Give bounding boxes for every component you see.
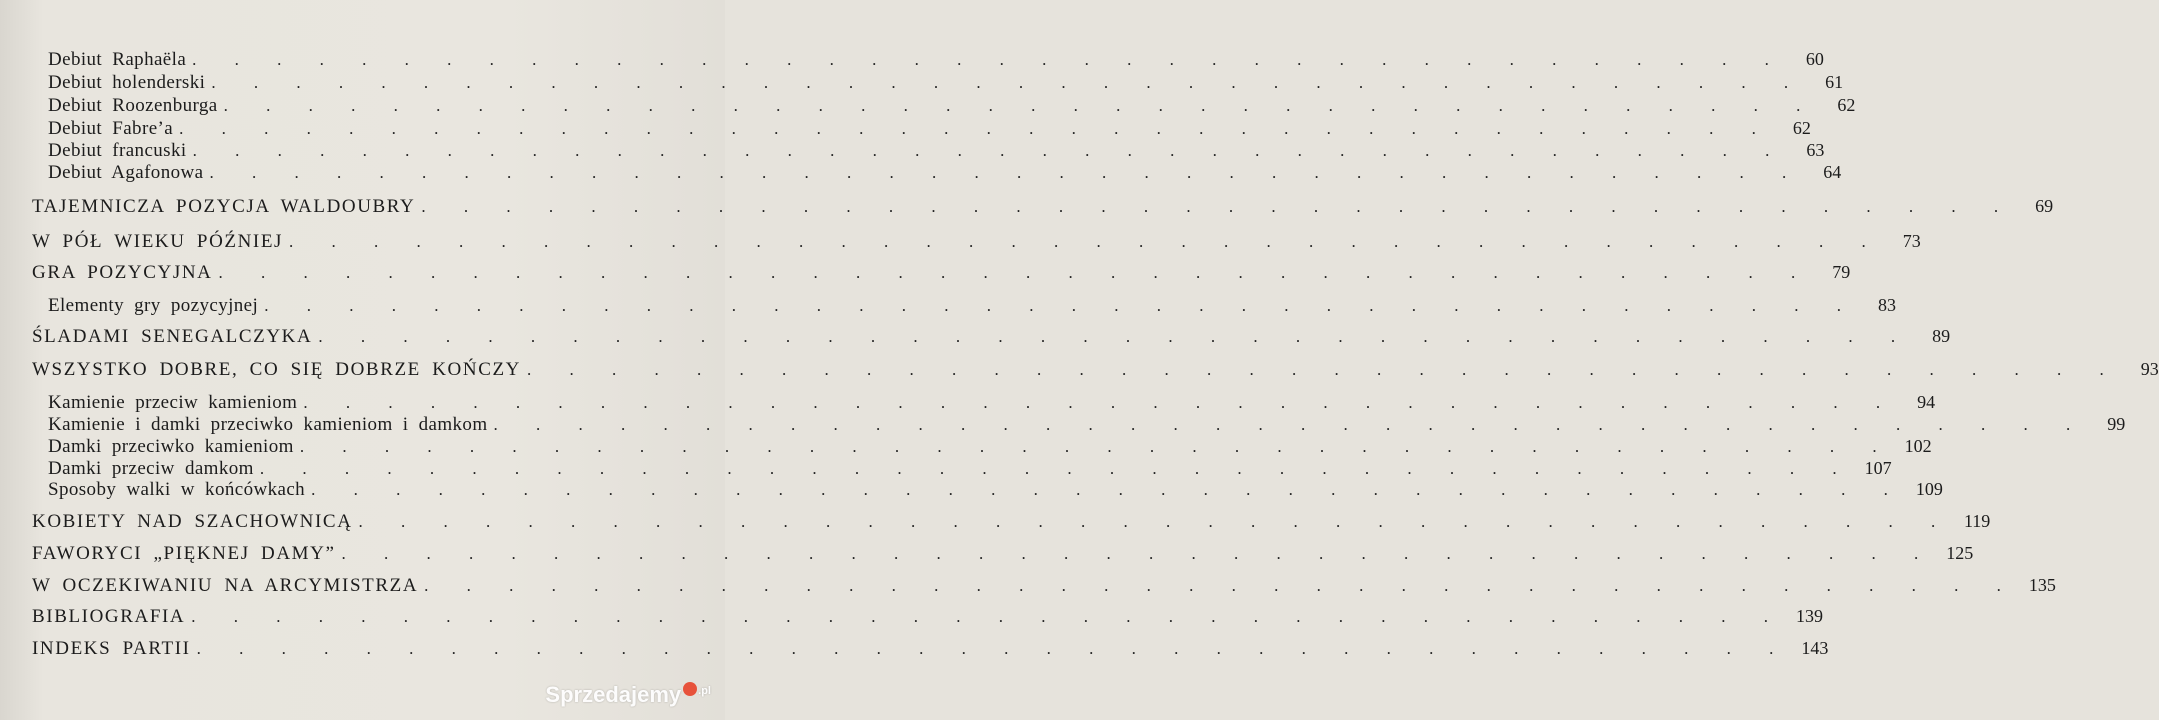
dot-leader: . . . . . . . . . . . . . . . . . . . . . . . . . . . . . . . . . . . . . . bbox=[209, 163, 1804, 182]
toc-chapter bbox=[32, 324, 1951, 348]
dot-leader: . . . . . . . . . . . . . . . . . . . . . . . . . . . . . . . . . . . . . . bbox=[211, 73, 1806, 92]
toc-chapter bbox=[32, 636, 1829, 660]
dot-leader: . . . . . . . . . . . . . . . . . . . . . . . . . . . . . . . . . . . . . . bbox=[218, 263, 1813, 282]
toc-entry-title: Debiut holenderski bbox=[48, 72, 206, 93]
dot-leader: . . . . . . . . . . . . . . . . . . . . . . . . . . . . . . . . . . . . . . bbox=[299, 437, 1894, 456]
toc-page-number: 135 bbox=[2028, 575, 2056, 595]
toc-chapter-title: W PÓŁ WIEKU PÓŹNIEJ bbox=[32, 231, 284, 252]
dot-leader: . . . . . . . . . . . . . . . . . . . . . . . . . . . . . . . . . . . . . . bbox=[179, 119, 1773, 138]
watermark-text: Sprzedajemy bbox=[545, 682, 682, 707]
dot-leader: . . . . . . . . . . . . . . . . . . . . . . . . . . . . . . . . . . . . . . bbox=[192, 50, 1786, 69]
toc-chapter bbox=[32, 194, 2054, 218]
watermark-dot-icon bbox=[683, 682, 697, 696]
toc-entry-title: Damki przeciw damkom bbox=[48, 458, 254, 479]
dot-leader: . . . . . . . . . . . . . . . . . . . . . . . . . . . . . . . . . . . . . . bbox=[196, 639, 1791, 658]
toc-page-number: 69 bbox=[2035, 196, 2054, 216]
toc-chapter bbox=[32, 509, 1991, 533]
toc-page-number: 99 bbox=[2107, 414, 2126, 434]
toc-chapter-title: WSZYSTKO DOBRE, CO SIĘ DOBRZE KOŃCZY bbox=[32, 359, 521, 380]
toc-page-number: 125 bbox=[1946, 543, 1974, 563]
toc-chapter-title: W OCZEKIWANIU NA ARCYMISTRZA bbox=[32, 575, 419, 596]
toc-chapter bbox=[32, 229, 1921, 253]
dot-leader: . . . . . . . . . . . . . . . . . . . . . . . . . . . . . . . . . . . . . . bbox=[358, 512, 1953, 531]
toc-chapter-title: GRA POZYCYJNA bbox=[32, 262, 213, 283]
toc-entry bbox=[48, 70, 1844, 94]
dot-leader: . . . . . . . . . . . . . . . . . . . . . . . . . . . . . . . . . . . . . . bbox=[341, 544, 1936, 563]
toc-page-number: 102 bbox=[1904, 436, 1932, 456]
toc-page-number: 143 bbox=[1801, 638, 1829, 658]
toc-chapter-title: ŚLADAMI SENEGALCZYKA bbox=[32, 326, 313, 347]
dot-leader: . . . . . . . . . . . . . . . . . . . . . . . . . . . . . . . . . . . . . . bbox=[527, 360, 2121, 379]
toc-page-number: 83 bbox=[1877, 295, 1896, 315]
toc-chapter bbox=[32, 573, 2056, 597]
toc-page-number: 63 bbox=[1806, 140, 1825, 160]
toc-entry bbox=[48, 116, 1811, 140]
dot-leader: . . . . . . . . . . . . . . . . . . . . . . . . . . . . . . . . . . . . . . bbox=[259, 459, 1854, 478]
toc-entry bbox=[48, 138, 1825, 162]
toc-entry-title: Kamienie przeciw kamieniom bbox=[48, 392, 298, 413]
dot-leader: . . . . . . . . . . . . . . . . . . . . . . . . . . . . . . . . . . . . . . bbox=[493, 415, 2088, 434]
sprzedajemy-watermark bbox=[545, 682, 711, 708]
dot-leader: . . . . . . . . . . . . . . . . . . . . . . . . . . . . . . . . . . . . . . bbox=[424, 576, 2018, 595]
toc-entry bbox=[48, 160, 1842, 184]
toc-entry-title: Debiut francuski bbox=[48, 140, 187, 161]
toc-page-number: 89 bbox=[1932, 326, 1951, 346]
toc-chapter-title: KOBIETY NAD SZACHOWNICĄ bbox=[32, 511, 353, 532]
toc-page-number: 60 bbox=[1805, 49, 1824, 69]
toc-page-number: 109 bbox=[1915, 479, 1943, 499]
dot-leader: . . . . . . . . . . . . . . . . . . . . . . . . . . . . . . . . . . . . . . bbox=[318, 327, 1913, 346]
toc-entry-title: Debiut Raphaëla bbox=[48, 49, 187, 70]
toc-entry-title: Debiut Roozenburga bbox=[48, 95, 218, 116]
dot-leader: . . . . . . . . . . . . . . . . . . . . . . . . . . . . . . . . . . . . . . bbox=[289, 232, 1883, 251]
toc-page-number: 107 bbox=[1864, 458, 1892, 478]
toc-entry-title: Damki przeciwko kamieniom bbox=[48, 436, 294, 457]
toc-entry-title: Debiut Fabre’a bbox=[48, 118, 174, 139]
toc-entry bbox=[48, 47, 1824, 71]
toc-chapter-title: INDEKS PARTII bbox=[32, 638, 191, 659]
toc-page-number: 62 bbox=[1792, 118, 1811, 138]
toc-page-number: 119 bbox=[1963, 511, 1991, 531]
dot-leader: . . . . . . . . . . . . . . . . . . . . . . . . . . . . . . . . . . . . . . bbox=[192, 141, 1787, 160]
toc-entry bbox=[48, 390, 1936, 414]
toc-chapter bbox=[32, 541, 1974, 565]
toc-entry-title: Debiut Agafonowa bbox=[48, 162, 204, 183]
dot-leader: . . . . . . . . . . . . . . . . . . . . . . . . . . . . . . . . . . . . . . bbox=[303, 393, 1898, 412]
toc-chapter bbox=[32, 357, 2159, 381]
toc-entry bbox=[48, 93, 1856, 117]
toc-page-number: 79 bbox=[1832, 262, 1851, 282]
watermark-tld: .pl bbox=[698, 685, 711, 697]
toc-page-number: 73 bbox=[1902, 231, 1921, 251]
toc-chapter bbox=[32, 604, 1824, 628]
toc-chapter-title: FAWORYCI „PIĘKNEJ DAMY” bbox=[32, 543, 336, 564]
dot-leader: . . . . . . . . . . . . . . . . . . . . . . . . . . . . . . . . . . . . . . bbox=[191, 607, 1786, 626]
toc-page-number: 139 bbox=[1796, 606, 1824, 626]
dot-leader: . . . . . . . . . . . . . . . . . . . . . . . . . . . . . . . . . . . . . . bbox=[311, 480, 1905, 499]
dot-leader: . . . . . . . . . . . . . . . . . . . . . . . . . . . . . . . . . . . . . . bbox=[264, 296, 1858, 315]
toc-entry-title: Sposoby walki w końcówkach bbox=[48, 479, 306, 500]
toc-page-number: 93 bbox=[2140, 359, 2159, 379]
dot-leader: . . . . . . . . . . . . . . . . . . . . . . . . . . . . . . . . . . . . . . bbox=[223, 96, 1818, 115]
toc-entry-title: Elementy gry pozycyjnej bbox=[48, 295, 259, 316]
toc-page-number: 64 bbox=[1823, 162, 1842, 182]
toc-entry bbox=[48, 477, 1943, 501]
dot-leader: . . . . . . . . . . . . . . . . . . . . . . . . . . . . . . . . . . . . . . bbox=[421, 197, 2016, 216]
toc-entry bbox=[48, 293, 1896, 317]
toc-chapter-title: TAJEMNICZA POZYCJA WALDOUBRY bbox=[32, 196, 416, 217]
toc-entry-title: Kamienie i damki przeciwko kamieniom i damkom bbox=[48, 414, 488, 435]
toc-entry bbox=[48, 412, 2126, 436]
toc-entry bbox=[48, 434, 1932, 458]
toc-page-number: 61 bbox=[1825, 72, 1844, 92]
toc-chapter-title: BIBLIOGRAFIA bbox=[32, 606, 186, 627]
toc-page-number: 94 bbox=[1917, 392, 1936, 412]
toc-chapter bbox=[32, 260, 1851, 284]
toc-page-number: 62 bbox=[1837, 95, 1856, 115]
